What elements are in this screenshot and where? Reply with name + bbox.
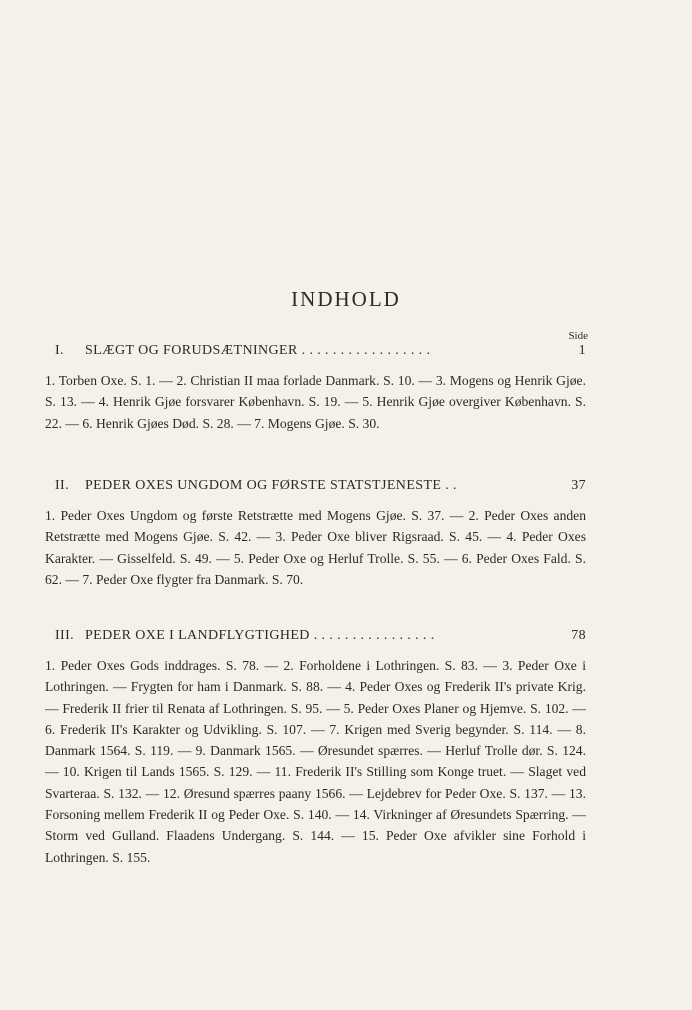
chapter-title: PEDER OXES UNGDOM OG FØRSTE STATSTJENESTE . . — [85, 478, 457, 493]
chapter-page: 37 — [571, 478, 586, 493]
chapter-number: II. — [55, 478, 70, 493]
chapter-number: I. — [55, 343, 64, 358]
chapter-sections: 1. Peder Oxes Gods inddrages. S. 78. — 2. Forholdene i Lothringen. S. 83. — 3. Peder Oxe i Lothringen. — Frygten for ham i Danmark. S. 88. — 4. Peder Oxes og Frederik II's private Krig. — Frederik II frier til Renata af Lothringen. S. 95. — 5. Peder Oxes Planer og Hjemve. S. 102. — 6. Frederik II's Karakter og Udvikling. S. 107. — 7. Krigen med Sverig begynder. S. 114. — 8. Danmark 1564. S. 119. — 9. Danmark 1565. — Øresundet spærres. — Herluf Trolle dør. S. 124. — 10. Krigen til Lands 1565. S. 129. — 11. Frederik II's Stilling som Konge truet. — Slaget ved Svarteraa. S. 132. — 12. Øresund spærres paany 1566. — Lejdebrev for Peder Oxe. S. 137. — 13. Forsoning mellem Frederik II og Peder Oxe. S. 140. — 14. Virkninger af Øresundets Spærring. — Storm ved Gulland. Flaadens Undergang. S. 144. — 15. Peder Oxe afvikler sine Forhold i Lothringen. S. 155. — [45, 658, 586, 865]
chapter-number: III. — [55, 628, 75, 643]
chapter-page: 1 — [578, 343, 586, 358]
chapter-entry — [45, 628, 586, 868]
chapter-title: SLÆGT OG FORUDSÆTNINGER . . . . . . . . . . . . . . . . . — [85, 343, 431, 358]
chapter-sections: 1. Peder Oxes Ungdom og første Retstrætte med Mogens Gjøe. S. 37. — 2. Peder Oxes anden Retstrætte med Mogens Gjøe. S. 42. — 3. Peder Oxe bliver Rigsraad. S. 45. — 4. Peder Oxes Karakter. — Gisselfeld. S. 49. — 5. Peder Oxe og Herluf Trolle. S. 55. — 6. Peder Oxes Fald. S. 62. — 7. Peder Oxe flygter fra Danmark. S. 70. — [45, 508, 586, 587]
chapter-heading[interactable] — [45, 343, 586, 365]
page-title: INDHOLD — [291, 287, 401, 311]
chapter-sections: 1. Torben Oxe. S. 1. — 2. Christian II maa forlade Danmark. S. 10. — 3. Mogens og Henrik Gjøe. S. 13. — 4. Henrik Gjøe forsvarer København. S. 19. — 5. Henrik Gjøe overgiver København. S. 22. — 6. Henrik Gjøes Død. S. 28. — 7. Mogens Gjøe. S. 30. — [45, 373, 586, 431]
chapter-heading[interactable] — [45, 478, 586, 500]
chapter-entry — [45, 343, 586, 434]
chapter-heading[interactable] — [45, 628, 586, 650]
chapter-page: 78 — [571, 628, 586, 643]
chapter-title: PEDER OXE I LANDFLYGTIGHED . . . . . . . . . . . . . . . . — [85, 628, 435, 643]
page-column-label: Side — [568, 330, 588, 342]
chapter-entry — [45, 478, 586, 590]
